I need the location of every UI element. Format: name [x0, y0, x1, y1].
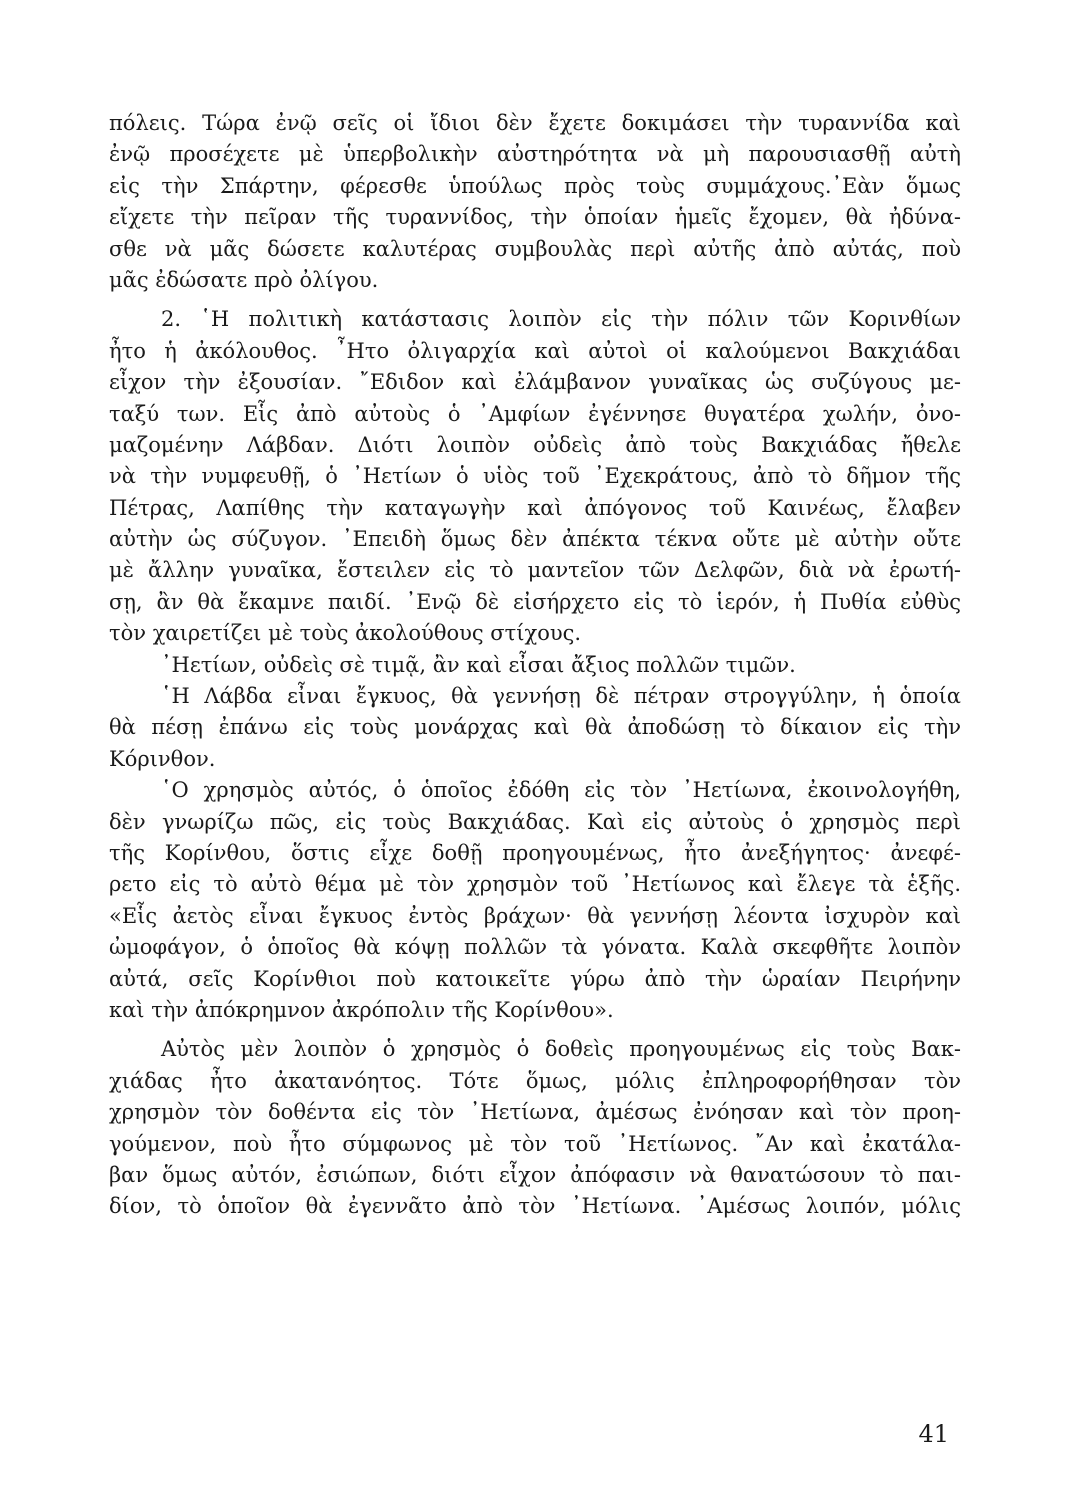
text-line: εἶχον τὴν ἐξουσίαν. ῎Εδιδον καὶ ἐλάμβανον γυναῖκας ὡς συζύγους με- — [109, 370, 961, 395]
text-line: μᾶς ἐδώσατε πρὸ ὀλίγου. — [109, 267, 379, 292]
text-line: σῃ, ἂν θὰ ἔκαμνε παιδί. ᾿Ενῷ δὲ εἰσήρχετο εἰς τὸ ἱερόν, ἡ Πυθία εὐθὺς — [109, 589, 961, 614]
text-line: ἦτο ἡ ἀκόλουθος. ῏Ητο ὀλιγαρχία καὶ αὐτοὶ οἱ καλούμενοι Βακχιάδαι — [109, 338, 961, 363]
text-line: χιάδας ἦτο ἀκατανόητος. Τότε ὅμως, μόλις ἐπληροφορήθησαν τὸν — [109, 1068, 961, 1093]
text-line: ρετο εἰς τὸ αὐτὸ θέμα μὲ τὸν χρησμὸν τοῦ ᾿Ηετίωνος καὶ ἔλεγε τὰ ἑξῆς. — [109, 872, 961, 897]
paragraph-gap — [109, 1026, 961, 1034]
text-line: θὰ πέσῃ ἐπάνω εἰς τοὺς μονάρχας καὶ θὰ ἀποδώσῃ τὸ δίκαιον εἰς τὴν — [109, 715, 961, 740]
text-line: τῆς Κορίνθου, ὅστις εἶχε δοθῇ προηγουμένως, ἦτο ἀνεξήγητος· ἀνεφέ- — [109, 840, 961, 865]
text-line: γούμενον, ποὺ ἦτο σύμφωνος μὲ τὸν τοῦ ᾿Ηετίωνος. ῎Αν καὶ ἐκατάλα- — [109, 1131, 961, 1156]
text-line: δίον, τὸ ὁποῖον θὰ ἐγεννᾶτο ἀπὸ τὸν ᾿Ηετίωνα. ᾿Αμέσως λοιπόν, μόλις — [109, 1194, 961, 1219]
text-line: βαν ὅμως αὐτόν, ἐσιώπων, διότι εἶχον ἀπόφασιν νὰ θανατώσουν τὸ παι- — [109, 1162, 961, 1187]
text-line: ὠμοφάγον, ὁ ὁποῖος θὰ κόψῃ πολλῶν τὰ γόνατα. Καλὰ σκεφθῆτε λοιπὸν — [109, 935, 961, 960]
text-line: 2. ῾Η πολιτικὴ κατάστασις λοιπὸν εἰς τὴν πόλιν τῶν Κορινθίων — [161, 307, 961, 332]
text-line: αὐτά, σεῖς Κορίνθιοι ποὺ κατοικεῖτε γύρω ἀπὸ τὴν ὡραίαν Πειρήνην — [109, 966, 961, 991]
text-line: εἴχετε τὴν πεῖραν τῆς τυραννίδος, τὴν ὁποίαν ἡμεῖς ἔχομεν, θὰ ἠδύνα- — [109, 205, 961, 230]
text-line: ᾿Ηετίων, οὐδεὶς σὲ τιμᾷ, ἂν καὶ εἶσαι ἄξιος πολλῶν τιμῶν. — [161, 652, 796, 677]
text-line: ταξύ των. Εἷς ἀπὸ αὐτοὺς ὁ ᾿Αμφίων ἐγέννησε θυγατέρα χωλήν, ὀνο- — [109, 401, 961, 426]
text-line: «Εἷς ἀετὸς εἶναι ἔγκυος ἐντὸς βράχων· θὰ γεννήσῃ λέοντα ἰσχυρὸν καὶ — [109, 903, 961, 928]
text-line: σθε νὰ μᾶς δώσετε καλυτέρας συμβουλὰς περὶ αὐτῆς ἀπὸ αὐτάς, ποὺ — [109, 236, 961, 261]
text-line: ῾Ο χρησμὸς αὐτός, ὁ ὁποῖος ἐδόθη εἰς τὸν ᾿Ηετίωνα, ἐκοινολογήθη, — [161, 778, 961, 803]
text-line: μαζομένην Λάβδαν. Διότι λοιπὸν οὐδεὶς ἀπὸ τοὺς Βακχιάδας ἤθελε — [109, 432, 961, 457]
text-line: καὶ τὴν ἀπόκρημνον ἀκρόπολιν τῆς Κορίνθου». — [109, 997, 614, 1022]
text-line: τὸν χαιρετίζει μὲ τοὺς ἀκολούθους στίχους. — [109, 621, 582, 646]
text-line: Πέτρας, Λαπίθης τὴν καταγωγὴν καὶ ἀπόγονος τοῦ Καινέως, ἔλαβεν — [109, 495, 961, 520]
text-line: δὲν γνωρίζω πῶς, εἰς τοὺς Βακχιάδας. Καὶ εἰς αὐτοὺς ὁ χρησμὸς περὶ — [109, 809, 961, 834]
text-line: Αὐτὸς μὲν λοιπὸν ὁ χρησμὸς ὁ δοθεὶς προηγουμένως εἰς τοὺς Βακ- — [161, 1037, 961, 1062]
text-line: ἐνῷ προσέχετε μὲ ὑπερβολικὴν αὐστηρότητα νὰ μὴ παρουσιασθῇ αὐτὴ — [109, 142, 961, 167]
body-text — [109, 108, 961, 1223]
text-line: αὐτὴν ὡς σύζυγον. ᾿Επειδὴ ὅμως δὲν ἀπέκτα τέκνα οὔτε μὲ αὐτὴν οὔτε — [109, 527, 961, 552]
text-line: Κόρινθον. — [109, 746, 216, 771]
text-line: νὰ τὴν νυμφευθῇ, ὁ ᾿Ηετίων ὁ υἱὸς τοῦ ᾿Εχεκράτους, ἀπὸ τὸ δῆμον τῆς — [109, 464, 961, 489]
text-line: πόλεις. Τώρα ἐνῷ σεῖς οἱ ἴδιοι δὲν ἔχετε δοκιμάσει τὴν τυραννίδα καὶ — [109, 111, 961, 135]
page-number: 41 — [918, 1420, 949, 1448]
paragraph-gap — [109, 296, 961, 304]
text-line: ῾Η Λάβδα εἶναι ἔγκυος, θὰ γεννήσῃ δὲ πέτραν στρογγύλην, ἡ ὁποία — [161, 684, 961, 709]
text-line: εἰς τὴν Σπάρτην, φέρεσθε ὑπούλως πρὸς τοὺς συμμάχους.᾿Εὰν ὅμως — [109, 173, 961, 198]
text-line: μὲ ἄλλην γυναῖκα, ἔστειλεν εἰς τὸ μαντεῖον τῶν Δελφῶν, διὰ νὰ ἐρωτή- — [109, 558, 961, 583]
text-line: χρησμὸν τὸν δοθέντα εἰς τὸν ᾿Ηετίωνα, ἀμέσως ἐνόησαν καὶ τὸν προη- — [109, 1100, 961, 1125]
